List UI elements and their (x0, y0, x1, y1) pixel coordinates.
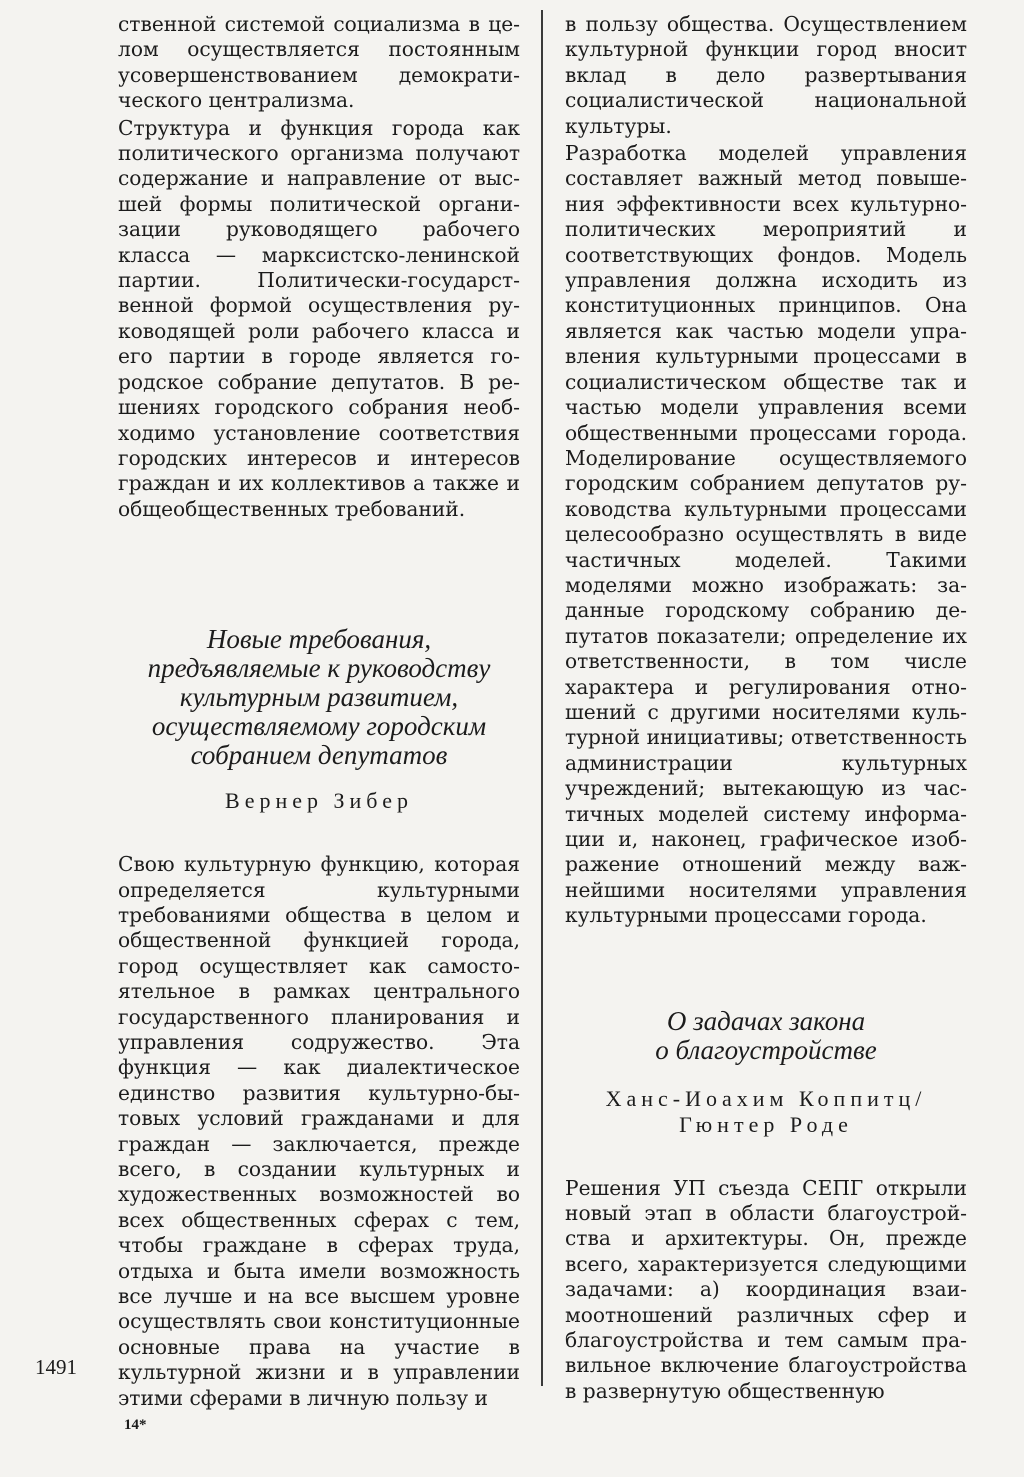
signature-mark: 14* (124, 1417, 147, 1433)
paragraph-continued-right: в пользу общества. Осуществлением культурной функции город вносит вклад в дело развертывания социалистической национальной культуры. (565, 12, 967, 138)
left-column (118, 12, 520, 1413)
page-number: 1491 (35, 1355, 77, 1379)
paragraph-continued-left: ственной системой социализма в целом осуществляется постоянным усовершенствованием демократического централизма. (118, 12, 520, 113)
article-2-author-line: Ханс-Иоахим Коппитц/ (605, 1085, 927, 1111)
article-2-author-line: Гюнтер Роде (679, 1111, 853, 1137)
article-1-title-line: Новые требования, (206, 624, 432, 655)
article-2-title-line: о благоустройстве (655, 1034, 877, 1065)
article-2-authors (565, 1086, 967, 1138)
article-1-title-line: осуществляемому городским (151, 711, 487, 742)
paragraph-city-structure: Структура и функция города как политического организма получают содержание и направление от высшей формы политической организации руководящего рабочего класса — марксистско-ленинской партии. Политически-государственной формой осуществления руководящей роли рабочего класса и его партии в городе является городское собрание депутатов. В решениях городского собрания необходимо установление соответствия городских интересов и интересов граждан и их коллективов а также и общеобщественных требований. (118, 115, 520, 521)
article-1-title-line: собранием депутатов (190, 740, 448, 771)
article-2-title-line: О задачах закона (666, 1005, 866, 1036)
column-divider (541, 10, 543, 1386)
article-2-title (565, 1007, 967, 1065)
article-1-title-line: предъявляемые к руководству (147, 653, 491, 684)
right-column (565, 12, 967, 1406)
article-1-author: Вернер Зибер (225, 788, 413, 814)
article-1-title-line: культурным развитием, (179, 682, 459, 713)
article-1-title (118, 625, 520, 770)
paragraph-management-models: Разработка моделей управления составляет важный метод повышения эффективности всех культурно-политических мероприятий и соответствующих фондов. Модель управления должна исходить из конституционных принципов. Она является как частью модели управления культурными процессами в социалистическом обществе так и частью модели управления всеми общественными процессами города. Моделирование осуществляемого городским собранием депутатов руководства культурными процессами целесообразно осуществлять в виде частичных моделей. Такими моделями можно изображать: заданные городскому собранию депутатов показатели; определение их ответственности, в том числе характера и регулирования отношений с другими носителями культурной инициативы; ответственность администрации культурных учреждений; вытекающую из частичных моделей систему информации и, наконец, графическое изображение отношений между важнейшими носителями управления культурными процессами города. (565, 141, 967, 928)
article-1-body: Свою культурную функцию, которая определяется культурными требованиями общества в целом и общественной функцией города, город осуществляет как самостоятельное в рамках центрального государственного планирования и управления содружество. Эта функция — как диалектическое единство развития культурно-бытовых условий гражданами и для граждан — заключается, прежде всего, в создании культурных и художественных возможностей во всех общественных сферах с тем, чтобы граждане в сферах труда, отдыха и быта имели возможность все лучше и на все высшем уровне осуществлять свои конституционные основные права на участие в культурной жизни и в управлении этими сферами в личную пользу и (118, 852, 520, 1410)
article-2-body: Решения УП съезда СЕПГ открыли новый этап в области благоустройства и архитектуры. Он, прежде всего, характеризуется следующими задачами: а) координация взаимоотношений различных сфер и благоустройства и тем самым правильное включение благоустройства в развернутую общественную (565, 1175, 967, 1403)
